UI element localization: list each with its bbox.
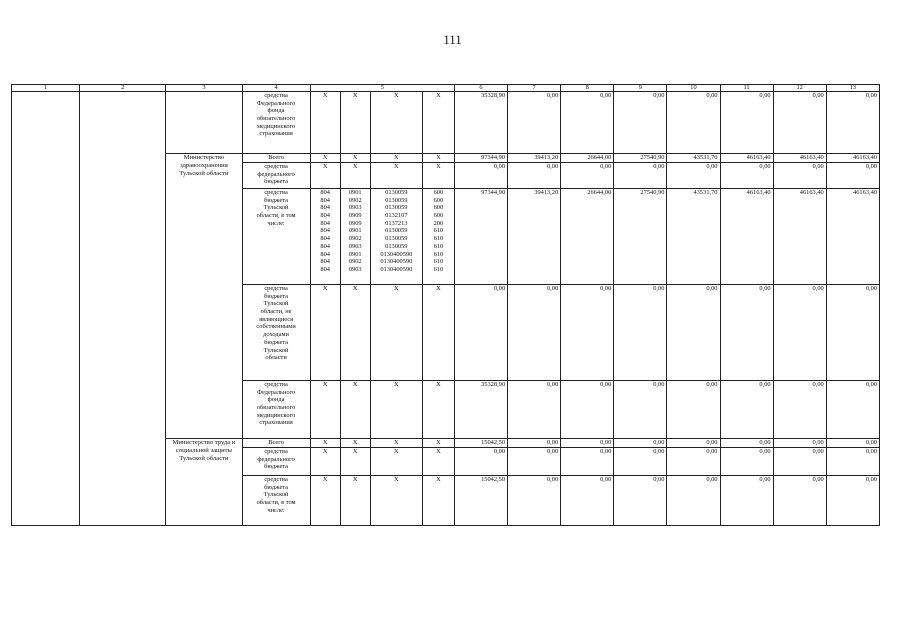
value-cell: 0,00: [720, 439, 773, 448]
code-cell: X: [310, 154, 340, 163]
value-cell: 0,00: [508, 92, 561, 154]
value-cell: 46163,40: [826, 154, 879, 163]
code-cell: X: [370, 439, 422, 448]
value-cell: 0,00: [826, 448, 879, 476]
funding-source: средства бюджета Тульской области, не являющиеся собственными доходами бюджета Тульской области: [242, 285, 310, 381]
value-cell: 43531,70: [667, 189, 720, 285]
col-header: 5: [310, 85, 454, 92]
code-cell: X: [310, 476, 340, 526]
col-header: 10: [667, 85, 720, 92]
value-cell: 0,00: [826, 285, 879, 381]
value-cell: 0,00: [720, 381, 773, 439]
value-cell: 97344,90: [454, 154, 507, 163]
code-cell: X: [370, 476, 422, 526]
value-cell: 0,00: [720, 448, 773, 476]
org-name-labor: Министерство труда и социальной защиты Тульской области: [166, 439, 242, 526]
code-cell: X: [370, 92, 422, 154]
value-cell: 0,00: [561, 439, 614, 448]
code-cell: X: [422, 448, 454, 476]
code-cell: X: [310, 92, 340, 154]
value-cell: 46163,40: [773, 154, 826, 163]
code-cell: X: [310, 448, 340, 476]
value-cell: 26644,00: [561, 189, 614, 285]
funding-source: средства Федерального фонда обязательного медицинского страхования: [242, 92, 310, 154]
code-cell: X: [370, 381, 422, 439]
value-cell: 0,00: [773, 476, 826, 526]
value-cell: 0,00: [614, 476, 667, 526]
code-cell: X: [340, 163, 370, 189]
budget-table: [11, 84, 880, 526]
value-cell: 0,00: [773, 439, 826, 448]
value-cell: 0,00: [614, 285, 667, 381]
col-header: 4: [242, 85, 310, 92]
value-cell: 0,00: [773, 163, 826, 189]
funding-source: средства федерального бюджета: [242, 448, 310, 476]
value-cell: 0,00: [667, 92, 720, 154]
funding-source: средства бюджета Тульской области, в том числе:: [242, 476, 310, 526]
code-cell: X: [422, 154, 454, 163]
col1-empty: [12, 92, 80, 526]
code-cell: X: [370, 448, 422, 476]
code-cell: X: [370, 154, 422, 163]
col-header: 12: [773, 85, 826, 92]
code-cell: X: [422, 163, 454, 189]
col2-empty: [80, 92, 166, 526]
value-cell: 46163,40: [720, 154, 773, 163]
value-cell: 0,00: [561, 92, 614, 154]
header-row: [12, 85, 880, 92]
org-empty: [166, 92, 242, 154]
value-cell: 0,00: [561, 476, 614, 526]
code-cell: X: [310, 163, 340, 189]
value-cell: 0,00: [454, 163, 507, 189]
code-cell: X: [340, 381, 370, 439]
value-cell: 0,00: [773, 381, 826, 439]
value-cell: 0,00: [667, 439, 720, 448]
code-cell: 804 804 804 804 804 804 804 804 804 804 804: [310, 189, 340, 285]
value-cell: 0,00: [508, 448, 561, 476]
value-cell: 0,00: [667, 448, 720, 476]
value-cell: 0,00: [614, 92, 667, 154]
funding-source: средства Федерального фонда обязательного медицинского страхования: [242, 381, 310, 439]
value-cell: 35328,90: [454, 92, 507, 154]
value-cell: 0,00: [826, 381, 879, 439]
code-cell: X: [370, 163, 422, 189]
value-cell: 0,00: [454, 448, 507, 476]
code-cell: X: [340, 154, 370, 163]
value-cell: 0,00: [773, 92, 826, 154]
col-header: 13: [826, 85, 879, 92]
table-row: [12, 92, 880, 154]
value-cell: 97344,90: [454, 189, 507, 285]
value-cell: 0,00: [614, 439, 667, 448]
code-cell: X: [422, 285, 454, 381]
value-cell: 0,00: [614, 381, 667, 439]
value-cell: 0,00: [561, 163, 614, 189]
page-number: 111: [443, 32, 462, 47]
value-cell: 0,00: [454, 285, 507, 381]
col-header: 9: [614, 85, 667, 92]
value-cell: 46163,40: [826, 189, 879, 285]
value-cell: 43531,70: [667, 154, 720, 163]
col-header: 7: [508, 85, 561, 92]
funding-source: средства федерального бюджета: [242, 163, 310, 189]
value-cell: 0,00: [826, 92, 879, 154]
value-cell: 0,00: [561, 448, 614, 476]
code-cell: X: [310, 285, 340, 381]
code-cell: X: [422, 476, 454, 526]
value-cell: 0,00: [667, 476, 720, 526]
code-cell: X: [422, 92, 454, 154]
value-cell: 0,00: [508, 439, 561, 448]
value-cell: 0,00: [720, 285, 773, 381]
org-name-health: Министерство здравоохранения Тульской области: [166, 154, 242, 439]
value-cell: 0,00: [561, 285, 614, 381]
value-cell: 35328,90: [454, 381, 507, 439]
code-cell: X: [340, 476, 370, 526]
value-cell: 15042,50: [454, 439, 507, 448]
code-cell: X: [310, 439, 340, 448]
value-cell: 0,00: [667, 163, 720, 189]
value-cell: 0,00: [614, 448, 667, 476]
value-cell: 0,00: [720, 476, 773, 526]
value-cell: 0,00: [773, 285, 826, 381]
value-cell: 0,00: [667, 381, 720, 439]
value-cell: 46163,40: [720, 189, 773, 285]
code-cell: X: [422, 381, 454, 439]
code-cell: X: [422, 439, 454, 448]
code-cell: X: [340, 448, 370, 476]
value-cell: 0,00: [826, 439, 879, 448]
code-cell: X: [340, 439, 370, 448]
col-header: 6: [454, 85, 507, 92]
col-header: 8: [561, 85, 614, 92]
value-cell: 39413,20: [508, 189, 561, 285]
value-cell: 46163,40: [773, 189, 826, 285]
value-cell: 0,00: [614, 163, 667, 189]
code-cell: X: [340, 285, 370, 381]
col-header: 3: [166, 85, 242, 92]
code-cell: X: [370, 285, 422, 381]
code-cell: 0130059 0130059 0130059 0132107 0137213 0130059 0130059 0130059 0130400590 0130400590 0130400590: [370, 189, 422, 285]
value-cell: 0,00: [720, 163, 773, 189]
col-header: 1: [12, 85, 80, 92]
value-cell: 27540,90: [614, 154, 667, 163]
value-cell: 0,00: [773, 448, 826, 476]
funding-source: Всего: [242, 154, 310, 163]
value-cell: 15042,50: [454, 476, 507, 526]
code-cell: X: [340, 92, 370, 154]
value-cell: 0,00: [826, 163, 879, 189]
funding-source: Всего: [242, 439, 310, 448]
value-cell: 0,00: [720, 92, 773, 154]
funding-source: средства бюджета Тульской области, в том числе:: [242, 189, 310, 285]
value-cell: 0,00: [508, 476, 561, 526]
col-header: 2: [80, 85, 166, 92]
value-cell: 27540,90: [614, 189, 667, 285]
value-cell: 0,00: [508, 381, 561, 439]
col-header: 11: [720, 85, 773, 92]
value-cell: 0,00: [667, 285, 720, 381]
value-cell: 0,00: [508, 163, 561, 189]
value-cell: 26644,00: [561, 154, 614, 163]
value-cell: 0,00: [826, 476, 879, 526]
code-cell: 600 600 600 600 200 610 610 610 610 610 610: [422, 189, 454, 285]
code-cell: 0901 0902 0903 0909 0909 0901 0902 0903 0901 0902 0903: [340, 189, 370, 285]
value-cell: 39413,20: [508, 154, 561, 163]
code-cell: X: [310, 381, 340, 439]
value-cell: 0,00: [561, 381, 614, 439]
value-cell: 0,00: [508, 285, 561, 381]
